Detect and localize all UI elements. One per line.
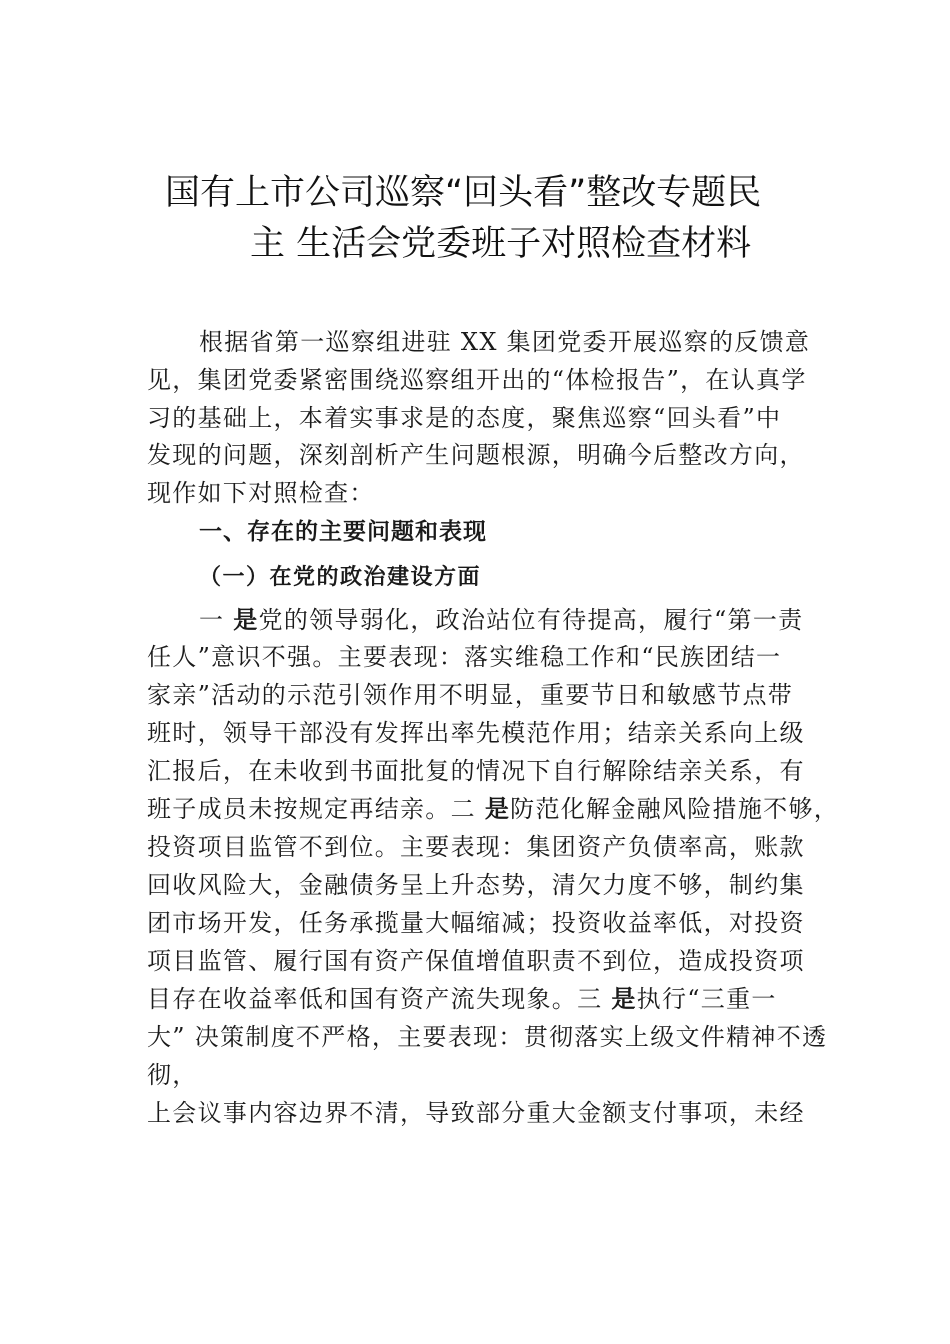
intro-line-3: 习的基础上，本着实事求是的态度，聚焦巡察“回头看”中 (147, 404, 782, 432)
body-line-6 (147, 794, 839, 824)
body-line-5: 汇报后，在未收到书面批复的情况下自行解除结亲关系，有 (147, 757, 805, 785)
document-title-line-1: 国有上市公司巡察“回头看”整改专题民 (165, 173, 762, 213)
body-line-4: 班时，领导干部没有发挥出率先模范作用；结亲关系向上级 (147, 719, 805, 747)
body-line-10: 项目监管、履行国有资产保值增值职责不到位，造成投资项 (147, 947, 805, 975)
body-line-13: 彻， (147, 1061, 198, 1089)
body-line-9: 团市场开发，任务承揽量大幅缩减；投资收益率低，对投资 (147, 909, 805, 937)
body-line-1-rest: 党的领导弱化，政治站位有待提高，履行“第一责 (258, 606, 804, 634)
document-title-line-2: 主 生活会党委班子对照检查材料 (250, 224, 752, 264)
body-line-6-pre: 班子成员未按规定再结亲。二 (147, 795, 485, 823)
body-line-8: 回收风险大，金融债务呈上升态势，清欠力度不够，制约集 (147, 871, 805, 899)
body-line-6-rest: 防范化解金融风险措施不够， (510, 795, 840, 823)
body-line-11-bold: 是 (611, 984, 637, 1013)
body-line-11-rest: 执行“三重一 (636, 985, 777, 1013)
body-line-11 (147, 984, 777, 1014)
body-line-11-pre: 目存在收益率低和国有资产流失现象。三 (147, 985, 612, 1013)
intro-line-4: 发现的问题，深刻剖析产生问题根源，明确今后整改方向， (147, 441, 805, 469)
body-line-1-bold: 是 (233, 605, 259, 634)
body-line-3: 家亲”活动的示范引领作用不明显，重要节日和敏感节点带 (147, 681, 794, 709)
body-line-2: 任人”意识不强。主要表现：落实维稳工作和“民族团结一 (147, 643, 782, 671)
body-line-7: 投资项目监管不到位。主要表现：集团资产负债率高，账款 (147, 833, 805, 861)
section-heading: 一、存在的主要问题和表现 (199, 519, 487, 545)
body-line-1 (199, 605, 803, 635)
body-line-1-lead: 一 (199, 606, 234, 634)
intro-line-1: 根据省第一巡察组进驻 XX 集团党委开展巡察的反馈意 (199, 328, 811, 356)
subsection-heading: （一）在党的政治建设方面 (199, 564, 482, 590)
body-line-6-bold: 是 (484, 794, 511, 823)
body-line-14: 上会议事内容边界不清，导致部分重大金额支付事项，未经 (147, 1099, 805, 1127)
body-line-12: 大” 决策制度不严格，主要表现：贯彻落实上级文件精神不透 (147, 1023, 828, 1051)
intro-line-5: 现作如下对照检查： (147, 479, 375, 507)
intro-line-2: 见，集团党委紧密围绕巡察组开出的“体检报告”，在认真学 (147, 366, 807, 394)
